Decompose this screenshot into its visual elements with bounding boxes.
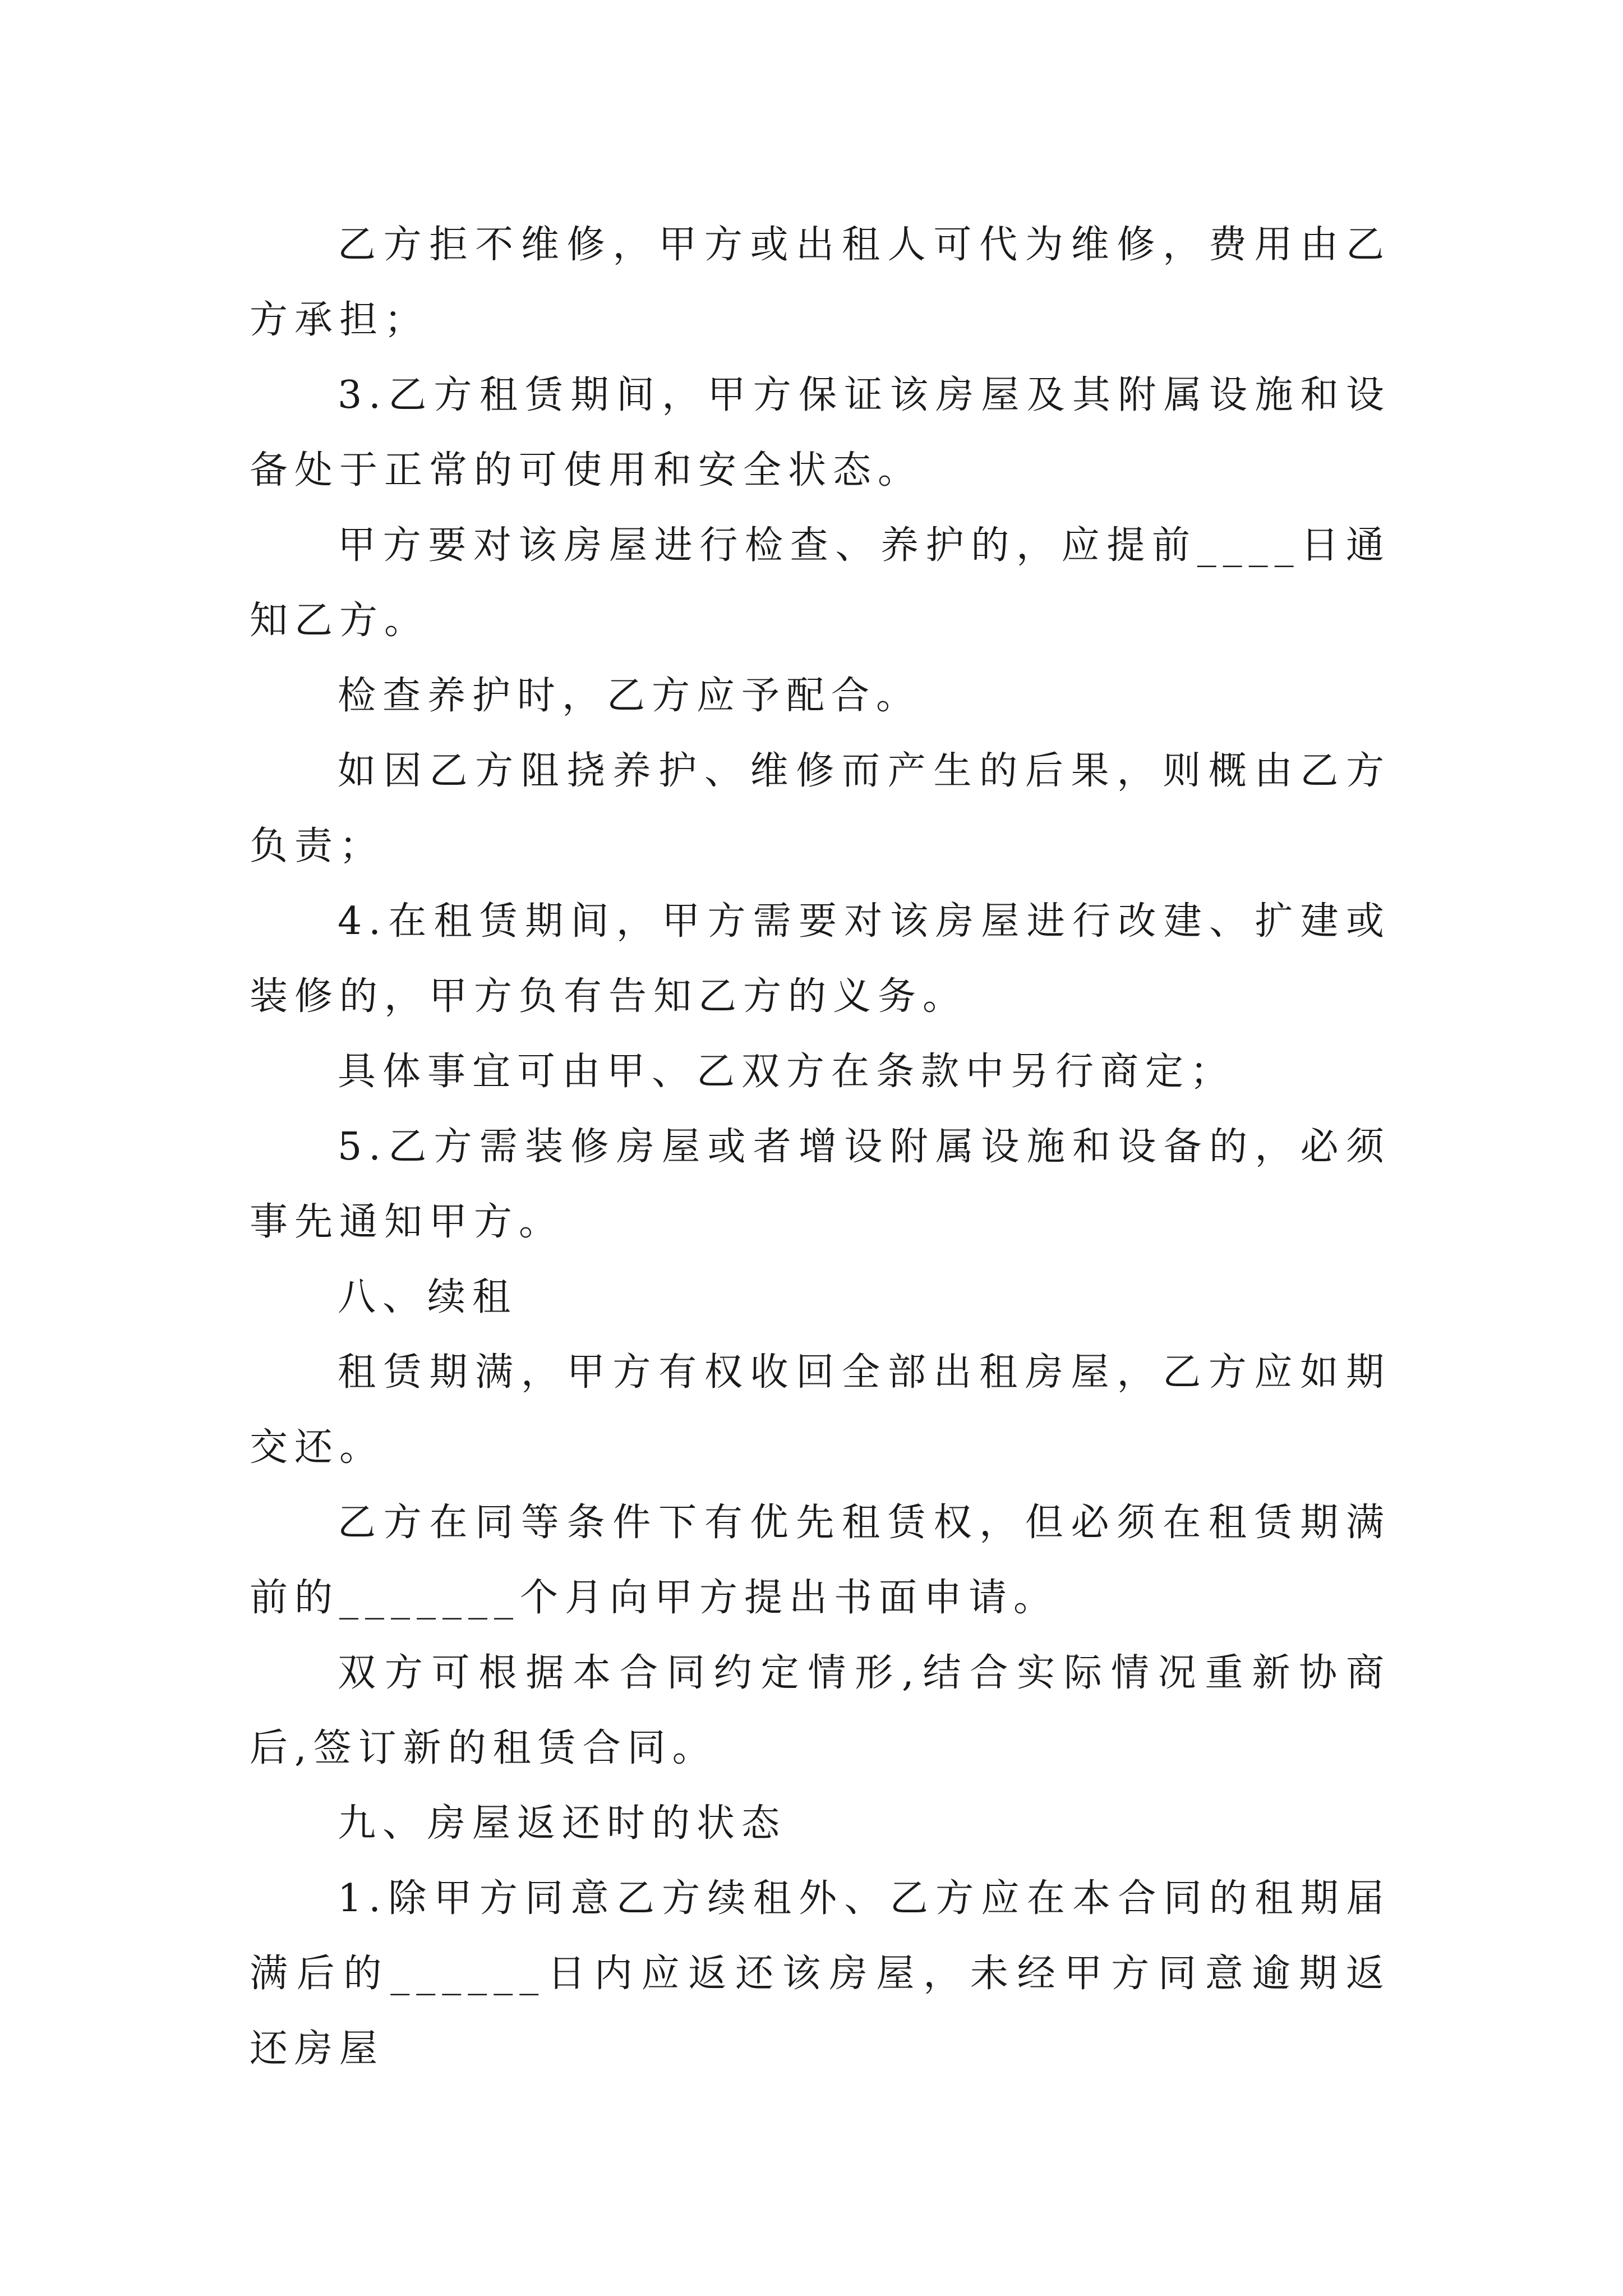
paragraph: 乙方在同等条件下有优先租赁权，但必须在租赁期满前的_______个月向甲方提出书面申请。 — [250, 1501, 1391, 1620]
paragraph: 3.乙方租赁期间，甲方保证该房屋及其附属设施和设备处于正常的可使用和安全状态。 — [250, 373, 1391, 493]
paragraph: 1.除甲方同意乙方续租外、乙方应在本合同的租期届满后的______日内应返还该房屋，未经甲方同意逾期返还房屋 — [250, 1876, 1391, 2071]
paragraph: 检查养护时，乙方应予配合。 — [338, 674, 921, 718]
paragraph: 如因乙方阻挠养护、维修而产生的后果，则概由乙方负责； — [250, 749, 1391, 868]
paragraph: 双方可根据本合同约定情形,结合实际情况重新协商后,签订新的租赁合同。 — [250, 1651, 1391, 1770]
paragraph: 4.在租赁期间，甲方需要对该房屋进行改建、扩建或装修的，甲方负有告知乙方的义务。 — [250, 899, 1391, 1019]
paragraph: 甲方要对该房屋进行检查、养护的，应提前____日通知乙方。 — [250, 523, 1391, 643]
document-body — [250, 208, 1391, 2087]
paragraph: 租赁期满，甲方有权收回全部出租房屋，乙方应如期交还。 — [250, 1350, 1391, 1470]
paragraph: 具体事宜可由甲、乙双方在条款中另行商定； — [338, 1050, 1235, 1094]
paragraph: 5.乙方需装修房屋或者增设附属设施和设备的，必须事先通知甲方。 — [250, 1125, 1391, 1244]
section-heading: 九、房屋返还时的状态 — [338, 1801, 787, 1846]
section-heading: 八、续租 — [338, 1275, 518, 1319]
paragraph: 乙方拒不维修，甲方或出租人可代为维修，费用由乙方承担； — [250, 223, 1391, 342]
